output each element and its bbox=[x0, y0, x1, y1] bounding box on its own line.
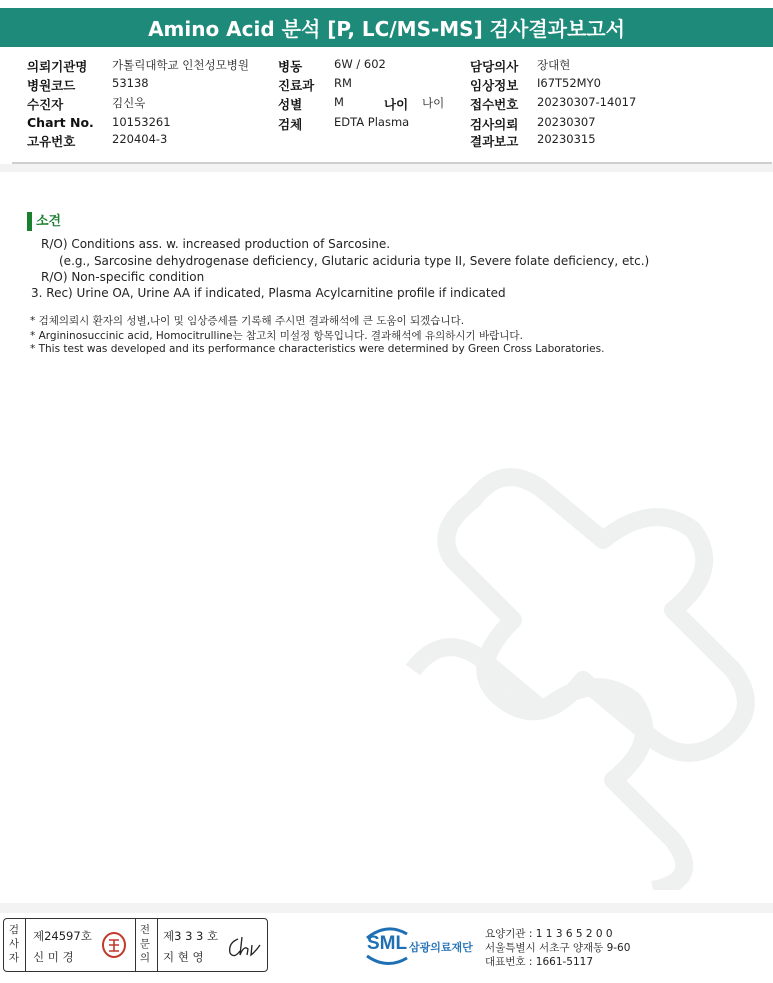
report-date-value: 20230315 bbox=[537, 132, 596, 146]
age-value: 나이 bbox=[422, 96, 445, 110]
org-line: 서울특별시 서초구 양재동 9-60 bbox=[485, 942, 631, 954]
box-divider bbox=[157, 919, 158, 971]
doctor-label: 담당의사 bbox=[470, 59, 519, 74]
org-line: 대표번호 : 1661-5117 bbox=[485, 956, 594, 968]
divider-band bbox=[0, 164, 773, 172]
sml-logo bbox=[365, 924, 485, 968]
receipt-no-value: 20230307-14017 bbox=[537, 95, 637, 109]
unique-no-label: 고유번호 bbox=[27, 134, 76, 149]
label-char: 전 bbox=[139, 924, 151, 936]
label-char: 문 bbox=[139, 938, 151, 950]
box-divider bbox=[135, 919, 136, 971]
patient-info bbox=[0, 52, 773, 164]
doctor-value: 장대현 bbox=[537, 58, 571, 72]
findings-heading: 소견 bbox=[27, 212, 61, 231]
organization-details bbox=[485, 927, 630, 969]
receipt-no-label: 접수번호 bbox=[470, 97, 519, 112]
label-char: 의 bbox=[139, 952, 151, 964]
info-row bbox=[0, 57, 773, 75]
sex-value: M bbox=[334, 95, 344, 109]
org-line: 요양기관 : 1 1 3 6 5 2 0 0 bbox=[485, 928, 613, 940]
label-char: 자 bbox=[8, 952, 20, 964]
watermark-cross-icon bbox=[353, 420, 773, 890]
age-label: 나이 bbox=[384, 97, 409, 112]
label-char: 사 bbox=[8, 938, 20, 950]
inspector-seal-icon bbox=[100, 931, 128, 959]
unique-no-value: 220404-3 bbox=[112, 132, 168, 146]
specialist-license-no: 제3 3 3 호 bbox=[163, 929, 219, 943]
specialist-vertical-label bbox=[138, 923, 152, 965]
hospital-code-label: 병원코드 bbox=[27, 78, 76, 93]
inspector-vertical-label bbox=[7, 923, 21, 965]
finding-line: R/O) Conditions ass. w. increased production of Sarcosine. bbox=[41, 237, 391, 251]
specimen-label: 검체 bbox=[278, 117, 303, 132]
hospital-code-value: 53138 bbox=[112, 76, 149, 90]
info-row bbox=[0, 95, 773, 113]
request-date-label: 검사의뢰 bbox=[470, 117, 519, 132]
organization-name: 삼광의료재단 bbox=[409, 941, 473, 954]
footer-divider bbox=[0, 903, 773, 913]
hospital-label: 의뢰기관명 bbox=[27, 59, 88, 74]
signature-box bbox=[3, 918, 268, 972]
report-title: Amino Acid 분석 [P, LC/MS-MS] 검사결과보고서 bbox=[0, 8, 773, 47]
info-row bbox=[0, 115, 773, 133]
finding-line: (e.g., Sarcosine dehydrogenase deficiency, Glutaric aciduria type II, Severe folate deficiency, etc.) bbox=[59, 254, 650, 268]
note-line: * 검체의뢰시 환자의 성별,나이 및 임상증세를 기록해 주시면 결과해석에 큰 도움이 되겠습니다. bbox=[30, 315, 465, 327]
request-date-value: 20230307 bbox=[537, 115, 596, 129]
note-line: * Argininosuccinic acid, Homocitrulline는 참고치 미설정 항목입니다. 결과해석에 유의하시기 바랍니다. bbox=[30, 330, 523, 342]
sex-label: 성별 bbox=[278, 97, 303, 112]
specialist-signature-icon bbox=[226, 933, 264, 961]
sml-logo-text: SML bbox=[367, 933, 408, 954]
chart-no-value: 10153261 bbox=[112, 115, 171, 129]
box-divider bbox=[25, 919, 26, 971]
ward-value: 6W / 602 bbox=[334, 57, 386, 71]
ward-label: 병동 bbox=[278, 59, 303, 74]
finding-line: R/O) Non-specific condition bbox=[41, 270, 205, 284]
info-row bbox=[0, 76, 773, 94]
inspector-license-no: 제24597호 bbox=[33, 929, 92, 943]
clinical-info-value: I67T52MY0 bbox=[537, 76, 601, 90]
finding-line: 3. Rec) Urine OA, Urine AA if indicated, Plasma Acylcarnitine profile if indicated bbox=[31, 286, 506, 300]
department-label: 진료과 bbox=[278, 78, 315, 93]
patient-value: 김신욱 bbox=[112, 96, 146, 110]
specimen-value: EDTA Plasma bbox=[334, 115, 410, 129]
specialist-name: 지 현 영 bbox=[163, 950, 204, 964]
patient-label: 수진자 bbox=[27, 97, 64, 112]
report-date-label: 결과보고 bbox=[470, 134, 519, 149]
note-line: * This test was developed and its performance characteristics were determined by Green Cross Laboratories. bbox=[30, 343, 605, 355]
chart-no-label: Chart No. bbox=[27, 115, 94, 130]
info-row bbox=[0, 132, 773, 150]
hospital-value: 가톨릭대학교 인천성모병원 bbox=[112, 58, 249, 72]
inspector-name: 신 미 경 bbox=[33, 950, 74, 964]
label-char: 검 bbox=[8, 924, 20, 936]
clinical-info-label: 임상정보 bbox=[470, 78, 519, 93]
department-value: RM bbox=[334, 76, 352, 90]
